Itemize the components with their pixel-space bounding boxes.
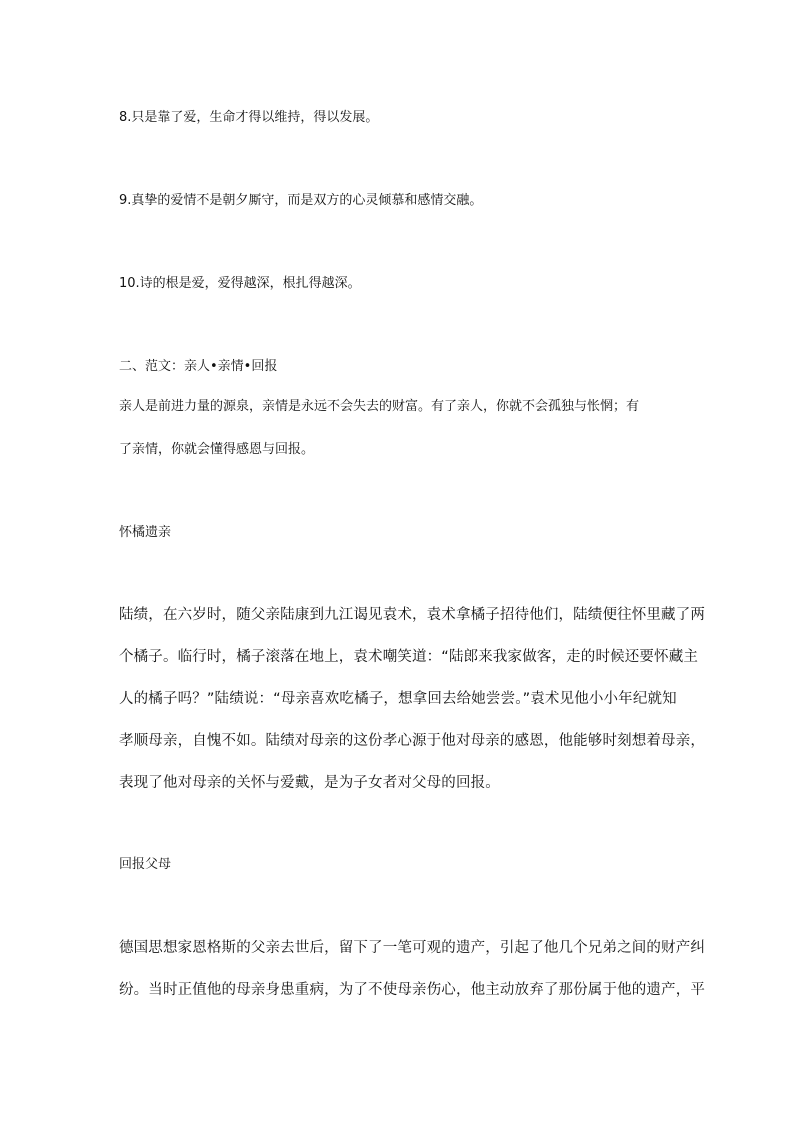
story1-line-5: 表现了他对母亲的关怀与爱戴，是为子女者对父母的回报。 [119, 775, 500, 791]
story2-line-2: 纷。当时正值他的母亲身患重病，为了不使母亲伤心，他主动放弃了那份属于他的遗产，平 [119, 982, 705, 998]
quote-9: 9.真挚的爱情不是朝夕厮守，而是双方的心灵倾慕和感情交融。 [119, 193, 483, 208]
story2-line-1: 德国思想家恩格斯的父亲去世后，留下了一笔可观的遗产，引起了他几个兄弟之间的财产纠 [119, 940, 705, 956]
story1-line-1: 陆绩，在六岁时，随父亲陆康到九江谒见袁术，袁术拿橘子招待他们，陆绩便往怀里藏了两 [119, 607, 705, 623]
section-heading: 二、范文：亲人•亲情•回报 [119, 359, 278, 374]
story1-line-3: 人的橘子吗？”陆绩说：“母亲喜欢吃橘子，想拿回去给她尝尝。”袁术见他小小年纪就知 [119, 691, 677, 707]
story-title-2: 回报父母 [119, 857, 172, 872]
quote-8: 8.只是靠了爱，生命才得以维持，得以发展。 [119, 110, 379, 125]
story-title-1: 怀橘遗亲 [119, 525, 172, 540]
story1-line-2: 个橘子。临行时，橘子滚落在地上，袁术嘲笑道：“陆郎来我家做客，走的时候还要怀藏主 [119, 649, 699, 665]
intro-line-1: 亲人是前进力量的源泉，亲情是永远不会失去的财富。有了亲人，你就不会孤独与怅惘；有 [119, 399, 640, 414]
quote-10: 10.诗的根是爱，爱得越深，根扎得越深。 [119, 276, 361, 291]
intro-line-2: 了亲情，你就会懂得感恩与回报。 [119, 442, 315, 457]
story1-line-4: 孝顺母亲，自愧不如。陆绩对母亲的这份孝心源于他对母亲的感恩，他能够时刻想着母亲， [119, 733, 705, 749]
